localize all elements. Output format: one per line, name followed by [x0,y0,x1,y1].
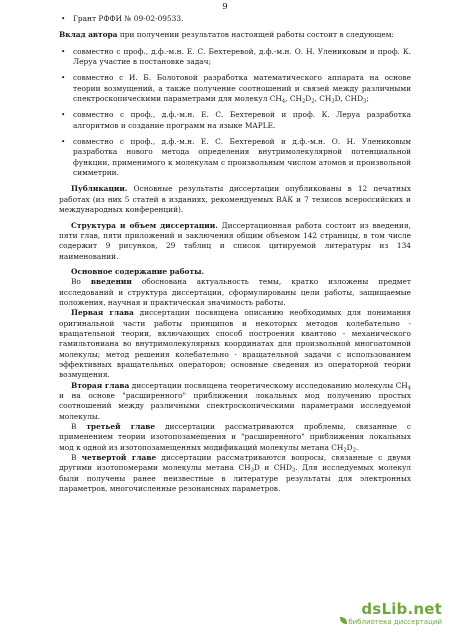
chapter4-text: диссертации рассматриваются вопросы, связанные с двумя другими изотопомерами молекулы метана CH [59,453,411,473]
chapter3-pre: В [71,422,87,432]
contribution-paragraph [59,30,411,40]
leaf-icon [340,617,347,624]
chapter3-heading: третьей главе [86,422,156,432]
watermark-logo[interactable] [338,600,442,628]
structure-heading: Структура и объем диссертации. [71,220,218,230]
watermark-title: dsLib.net [361,600,442,618]
subscript: 2 [343,447,347,454]
watermark-subtitle-text: библиотека диссертаций [348,618,442,626]
subscript: 2 [352,447,356,454]
publications-heading: Публикации. [71,184,128,194]
contribution-intro: при получении результатов настоящей работы состоит в следующем: [117,30,395,40]
contribution-item-text: совместно с И. Б. Болотовой разработка математического аппарата на основе теории возмущений, а также получение соотношений и связей между различными спектроскопическими параметрами для молекул $CH_4$, $CH_2D_2$, $CH_3D$, $CHD_3$; [73,73,411,105]
chapter4-heading: четвертой главе [81,453,157,463]
publications-paragraph [59,184,411,215]
introduction-paragraph [59,277,411,308]
contribution-item [59,73,411,104]
main-content-heading-text: Основное содержание работы. [71,266,205,276]
subscript: 3 [291,467,296,474]
contribution-item [59,110,411,131]
chapter4-paragraph [59,453,411,494]
contribution-item [59,137,411,178]
chapter4-pre: В [71,453,82,463]
subscript: 4 [407,385,411,392]
chapter4-text-end: . Для исследуемых молекул были получены ранее неизвестные в литературе результаты для электронных параметров, многочисленные резонансных параметров. [59,463,411,494]
document-body [59,14,411,494]
chapter2-heading: Вторая глава [71,380,130,390]
publications-text: Основные результаты диссертации опубликованы в 12 печатных работах (из них 5 статей в изданиях, рекомендуемых ВАК и 7 тезисов всероссийских и международных конференций). [59,184,411,215]
chapter1-text: диссертации посвящена описанию необходимых для понимания оригинальной части работы принципов и некоторых методов колебательно - вращательной теории, включающих способ построения квантово - механического гамильтониана во внутримолекулярных координатах для произвольной многоатомной молекулы; метод решения колебательно - вращательной задачи с использованием эффективных вращательных операторов; основные сведения из операторной теории возмущения. [59,308,411,380]
chapter3-text-cont: D [346,442,353,452]
chapter2-text: диссертации посвящена теоретическому исследованию молекулы CH [129,380,408,390]
structure-paragraph [59,221,411,262]
watermark-subtitle [340,617,442,626]
grant-item [59,14,411,24]
page-number: 9 [222,2,228,12]
chapter3-paragraph: В третьей главе диссертации рассматриваются проблемы, связанные с применением теории изотопозамещения и "расширенного" приближения локальных мод к одной из изотопозамещенных модификаций молекулы метана $CH_2D_2$. [59,422,412,454]
contribution-heading: Вклад автора [59,30,118,40]
chapter1-heading: Первая глава [71,308,134,318]
structure-text: Диссертационная работа состоит из введения, пяти глав, пяти приложений и заключения общим объемом 142 страницы, в том числе содержит 9 рисунков, 29 таблиц и список цитируемой литературы из 134 наименований. [59,220,411,261]
chapter2-text-cont: и на основе "расширенного" приближения локальных мод получению простых соотношений между различными спектроскопическими параметрами исследуемой молекулы. [59,391,411,421]
contribution-item [59,47,411,68]
contribution-item-text: совместно с проф., д.ф.-м.н. Е. С. Бехтеревой и д.ф.-м.н. О. Н. Улениковым разработка нового метода определения внутримолекулярной потенциальной функции, применимого к молекулам с произвольным числом атомов и произвольной симметрии. [73,137,411,178]
main-content-heading [59,267,411,277]
bullet-icon: • [61,110,66,120]
bullet-icon: • [61,46,66,56]
bullet-icon: • [61,137,66,147]
intro-bold: введении [90,277,132,287]
chapter2-paragraph [59,381,411,422]
contribution-item-text: совместно с проф., д.ф.-м.н. Е. С. Бехтеревой, д.ф.-м.н. О. Н. Улениковым и проф. К. Леруа участие в постановке задач; [73,46,411,67]
bullet-icon: • [61,14,66,23]
contribution-item-text: совместно с проф., д.ф.-м.н. Е. С. Бехтеревой и проф. К. Леруа разработка алгоритмов и создание программ на языке MAPLE. [73,110,411,130]
chapter3-text: диссертации рассматриваются проблемы, связанные с применением теории изотопозамещения и "расширенного" приближения локальных мод к одной из изотопозамещенных модификаций молекулы метана CH [59,422,412,452]
intro-text: обоснована актуальность темы, кратко изложены предмет исследований и структура диссертации, сформулированы цели работы, защищаемые положения, научная и практическая значимость работы. [59,277,411,307]
chapter4-text-cont: D и CHD [253,463,292,473]
grant-text: Грант РФФИ № 09-02-09533. [73,14,184,23]
chapter1-paragraph [59,308,411,380]
bullet-icon: • [61,73,66,83]
subscript: 3 [250,467,254,474]
intro-pre: Во [71,277,91,287]
